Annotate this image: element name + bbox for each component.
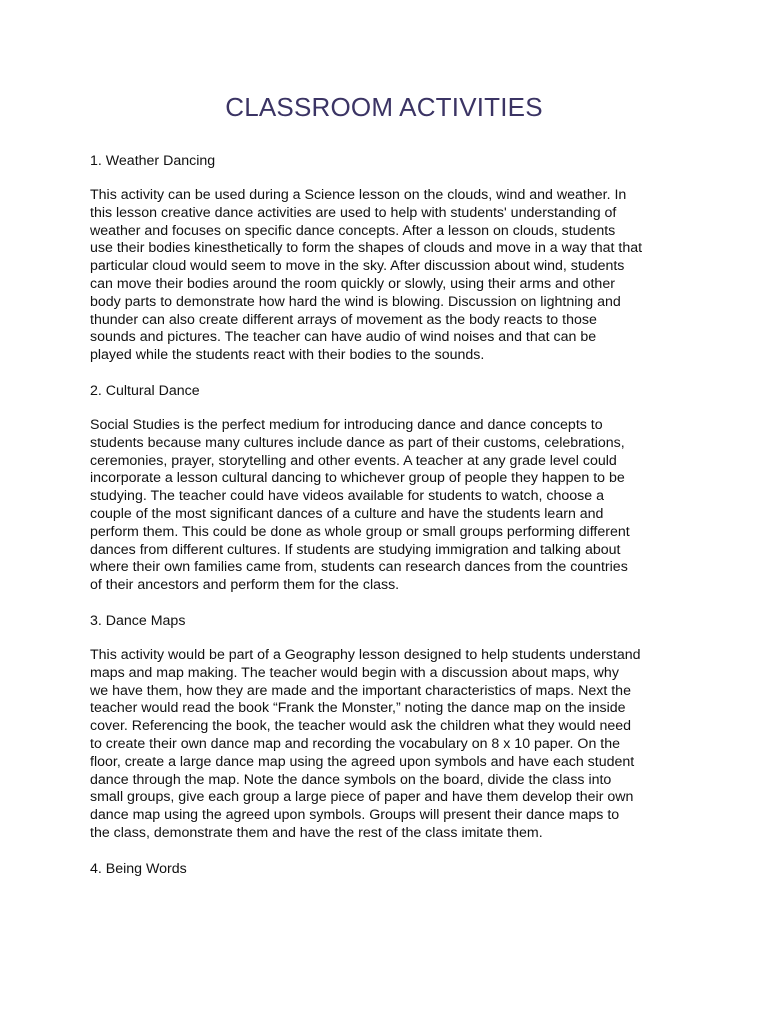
paragraph-line: teacher would read the book “Frank the Monster,” noting the dance map on the inside — [90, 700, 626, 717]
paragraph-line: dances from different cultures. If students are studying immigration and talking about — [90, 541, 621, 558]
paragraph-line: particular cloud would seem to move in the sky. After discussion about wind, students — [90, 258, 625, 275]
paragraph-line: dance through the map. Note the dance symbols on the board, divide the class into — [90, 771, 612, 788]
paragraph-line: body parts to demonstrate how hard the wind is blowing. Discussion on lightning and — [90, 293, 621, 310]
section-heading-cultural-dance: 2. Cultural Dance — [90, 382, 200, 399]
section-paragraph-dance-maps — [90, 647, 690, 843]
paragraph-line: ceremonies, prayer, storytelling and other events. A teacher at any grade level could — [90, 452, 617, 469]
paragraph-line: thunder can also create different arrays of movement as the body reacts to those — [90, 311, 597, 328]
paragraph-line: This activity can be used during a Science lesson on the clouds, wind and weather. In — [90, 187, 627, 203]
paragraph-line: weather and focuses on specific dance concepts. After a lesson on clouds, students — [90, 222, 616, 239]
paragraph-line: maps and map making. The teacher would begin with a discussion about maps, why — [90, 664, 619, 681]
paragraph-line: studying. The teacher could have videos available for students to watch, choose a — [90, 488, 604, 505]
paragraph-line: we have them, how they are made and the important characteristics of maps. Next the — [90, 682, 631, 699]
paragraph-line: use their bodies kinesthetically to form the shapes of clouds and move in a way that that — [90, 240, 643, 257]
paragraph-line: Social Studies is the perfect medium for introducing dance and dance concepts to — [90, 416, 603, 433]
paragraph-line: this lesson creative dance activities are used to help with students' understanding of — [90, 204, 617, 221]
paragraph-line: the class, demonstrate them and have the rest of the class imitate them. — [90, 824, 543, 841]
paragraph-line: can move their bodies around the room quickly or slowly, using their arms and other — [90, 275, 615, 292]
paragraph-line: couple of the most significant dances of a culture and have the students learn and — [90, 505, 604, 522]
paragraph-line: students because many cultures include dance as part of their customs, celebrations, — [90, 434, 625, 451]
paragraph-line: to create their own dance map and recording the vocabulary on 8 x 10 paper. On the — [90, 735, 621, 752]
paragraph-line: incorporate a lesson cultural dancing to whichever group of people they happen to be — [90, 470, 625, 487]
paragraph-line: of their ancestors and perform them for the class. — [90, 577, 400, 594]
paragraph-line: perform them. This could be done as whole group or small groups performing different — [90, 523, 630, 540]
section-heading-weather-dancing: 1. Weather Dancing — [90, 153, 216, 169]
paragraph-line: played while the students react with their bodies to the sounds. — [90, 347, 485, 364]
paragraph-line: floor, create a large dance map using the agreed upon symbols and have each student — [90, 753, 635, 770]
paragraph-line: sounds and pictures. The teacher can have audio of wind noises and that can be — [90, 329, 597, 346]
paragraph-line: small groups, give each group a large piece of paper and have them develop their own — [90, 789, 634, 806]
page-title: CLASSROOM ACTIVITIES — [225, 92, 543, 122]
paragraph-line: where their own families came from, students can research dances from the countries — [90, 559, 628, 576]
document-body — [90, 152, 690, 895]
section-heading-being-words: 4. Being Words — [90, 860, 187, 877]
section-heading-dance-maps: 3. Dance Maps — [90, 612, 186, 629]
section-paragraph-cultural-dance — [90, 417, 690, 595]
paragraph-line: dance map using the agreed upon symbols. Groups will present their dance maps to — [90, 807, 620, 824]
paragraph-line: This activity would be part of a Geography lesson designed to help students understand — [90, 646, 641, 663]
paragraph-line: cover. Referencing the book, the teacher would ask the children what they would need — [90, 718, 632, 735]
section-paragraph-weather-dancing — [90, 187, 690, 365]
